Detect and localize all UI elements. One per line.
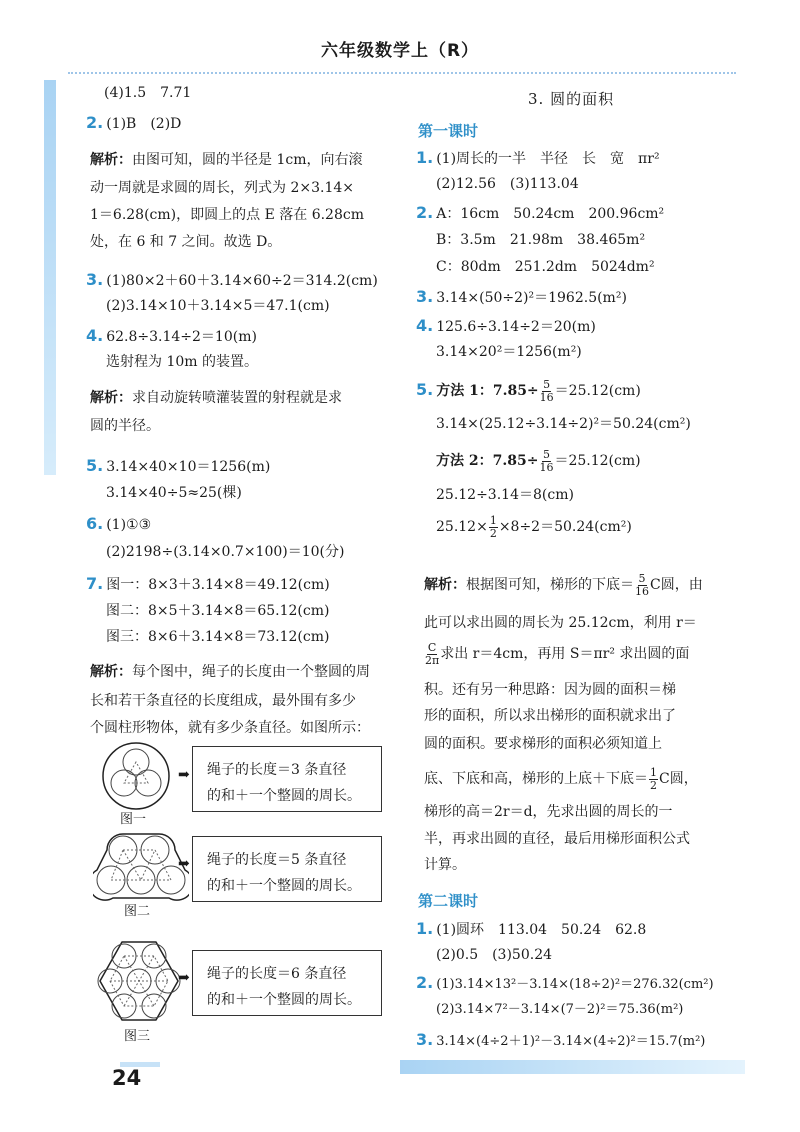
box-line: 绳子的长度＝5 条直径 — [207, 852, 347, 868]
r-analysis-line-7 — [424, 767, 698, 791]
question-number: 1. — [416, 919, 434, 938]
question-number: 2. — [416, 203, 434, 222]
analysis-1-line-2: 动一周就是求圆的周长，列式为 2×3.14× — [90, 180, 354, 196]
numerator: 5 — [638, 572, 646, 585]
arrow-icon: ➡ — [178, 767, 190, 783]
section-title: 3. 圆的面积 — [528, 90, 615, 108]
analysis-text: 由图可知，圆的半径是 1cm，向右滚 — [132, 152, 363, 168]
figure-2-caption: 图二 — [124, 904, 151, 919]
figure-1-caption: 图一 — [120, 812, 147, 827]
answer-text: (1)B (2)D — [106, 116, 182, 132]
question-number: 5. — [86, 456, 104, 475]
denominator: 16 — [635, 584, 649, 598]
box-line: 绳子的长度＝6 条直径 — [207, 966, 347, 982]
r-analysis-line-3 — [424, 642, 689, 666]
r-p1-line-1 — [416, 921, 646, 937]
r-p1-line-2: (2)0.5 (3)50.24 — [436, 947, 553, 963]
numerator: 1 — [650, 766, 657, 779]
figure-3-caption: 图三 — [124, 1029, 151, 1044]
answer-text: 125.6÷3.14÷2＝20(m) — [436, 319, 596, 335]
analysis-text: 求自动旋转喷灌装置的射程就是求 — [132, 390, 342, 406]
fraction — [649, 767, 658, 791]
numerator: 1 — [489, 514, 497, 527]
denominator: 2 — [489, 526, 497, 540]
analysis-3-line-1 — [90, 665, 370, 679]
question-7-line-2: 图二：8×5＋3.14×8＝65.12(cm) — [106, 603, 330, 619]
box-line: 绳子的长度＝3 条直径 — [207, 762, 347, 778]
figure-2-explanation-box — [192, 836, 382, 902]
question-number: 5. — [416, 380, 434, 400]
box-line: 的和＋一个整圆的周长。 — [207, 992, 361, 1008]
answer-text: 3.14×40×10＝1256(m) — [106, 459, 271, 475]
question-number: 2. — [86, 113, 104, 132]
figure-3-circles — [96, 938, 182, 1024]
question-number: 1. — [416, 148, 434, 167]
page-header: 六年级数学上（R） — [320, 41, 480, 61]
page-number: 24 — [112, 1066, 142, 1090]
r-question-5-line-1 — [416, 379, 641, 403]
question-number: 3. — [416, 1030, 434, 1049]
r-question-5-line-3 — [436, 449, 641, 473]
question-number: 6. — [86, 514, 104, 533]
question-number: 2. — [416, 973, 434, 992]
numerator: 5 — [542, 448, 550, 461]
question-4-line-1 — [86, 328, 257, 344]
r-analysis-line-4: 积。还有另一种思路：因为圆的面积＝梯 — [424, 682, 676, 698]
r-question-4-line-2: 3.14×20²＝1256(m²) — [436, 344, 582, 360]
denominator: 16 — [539, 390, 554, 404]
r-question-5-line-2: 3.14×(25.12÷3.14÷2)²＝50.24(cm²) — [436, 416, 691, 432]
r-analysis-line-2: 此可以求出圆的周长为 25.12cm，利用 r＝ — [424, 615, 697, 631]
r-analysis-line-6: 圆的面积。要求梯形的面积必须知道上 — [424, 736, 662, 752]
r-analysis-line-10: 计算。 — [424, 857, 466, 873]
r-question-4-line-1 — [416, 318, 596, 334]
header-divider — [68, 72, 736, 74]
analysis-3-line-2: 长和若干条直径的长度组成，最外围有多少 — [90, 693, 356, 709]
r-p2-line-1 — [416, 975, 714, 991]
analysis-text: C圆， — [659, 771, 698, 788]
r-question-2-line-2: B：3.5m 21.98m 38.465m² — [436, 232, 646, 248]
question-3-line-1 — [86, 272, 378, 288]
answer-text: ＝25.12(cm) — [554, 453, 641, 470]
analysis-text: 根据图可知，梯形的下底＝ — [466, 577, 634, 594]
question-number: 3. — [86, 270, 104, 289]
r-analysis-line-1 — [424, 573, 703, 597]
r-p3-line-1 — [416, 1032, 705, 1048]
bottom-decorative-bar — [400, 1060, 745, 1074]
question-6-line-2: (2)2198÷(3.14×0.7×100)＝10(分) — [106, 544, 345, 560]
answer-text: (1)圆环 113.04 50.24 62.8 — [436, 922, 647, 938]
answer-text: 图一：8×3＋3.14×8＝49.12(cm) — [106, 577, 330, 593]
analysis-1-line-1 — [90, 153, 362, 167]
answer-text: ×8÷2＝50.24(cm²) — [498, 519, 632, 536]
question-number: 4. — [86, 326, 104, 345]
denominator: 16 — [539, 460, 554, 474]
analysis-label: 解析： — [90, 152, 132, 168]
question-number: 7. — [86, 574, 104, 593]
r-question-1-line-1 — [416, 150, 660, 166]
fraction — [635, 573, 649, 597]
r-analysis-line-8: 梯形的高＝2r＝d，先求出圆的周长的一 — [424, 804, 673, 820]
numerator: C — [427, 641, 437, 654]
question-4-line-2: 选射程为 10m 的装置。 — [106, 354, 258, 370]
r-question-2-line-3: C：80dm 251.2dm 5024dm² — [436, 259, 655, 275]
method-text: 方法 1：7.85÷ — [436, 383, 539, 400]
fraction — [540, 379, 554, 403]
analysis-label: 解析： — [90, 390, 132, 406]
box-line: 的和＋一个整圆的周长。 — [207, 878, 361, 894]
lesson-1-heading: 第一课时 — [418, 122, 479, 140]
analysis-label: 解析： — [424, 577, 466, 594]
r-question-5-line-4: 25.12÷3.14＝8(cm) — [436, 487, 574, 503]
arrow-icon: ➡ — [178, 970, 190, 986]
box-line: 的和＋一个整圆的周长。 — [207, 788, 361, 804]
fraction — [489, 515, 498, 539]
left-decorative-bar — [44, 80, 56, 475]
r-analysis-line-5: 形的面积，所以求出梯形的面积就求出了 — [424, 708, 676, 724]
answer-text: 3.14×(50÷2)²＝1962.5(m²) — [436, 290, 627, 306]
question-number: 3. — [416, 287, 434, 306]
lesson-2-heading: 第二课时 — [418, 892, 479, 910]
fraction — [425, 642, 439, 666]
figure-2-circles — [93, 830, 189, 902]
r-question-2-line-1 — [416, 205, 664, 221]
question-3-line-2: (2)3.14×10＋3.14×5＝47.1(cm) — [106, 298, 330, 314]
question-2 — [86, 115, 181, 131]
answer-text: A：16cm 50.24cm 200.96cm² — [436, 206, 665, 222]
analysis-text: 求出 r＝4cm，再用 S＝πr² 求出圆的面 — [440, 646, 690, 663]
analysis-2-line-1 — [90, 391, 342, 405]
analysis-text: C圆，由 — [650, 577, 703, 594]
fraction — [539, 449, 553, 473]
question-5-line-1 — [86, 458, 270, 474]
answer-text: (1)周长的一半 半径 长 宽 πr² — [436, 151, 660, 167]
analysis-1-line-3: 1＝6.28(cm)，即圆上的点 E 落在 6.28cm — [90, 207, 364, 223]
denominator: 2 — [650, 778, 657, 792]
numerator: 5 — [543, 378, 551, 391]
figure-1-circles — [98, 742, 174, 812]
analysis-text: 每个图中，绳子的长度由一个整圆的周 — [132, 664, 370, 680]
analysis-2-line-2: 圆的半径。 — [90, 418, 160, 434]
answer-text: 25.12× — [436, 519, 488, 536]
answer-text: (1)80×2＋60＋3.14×60÷2＝314.2(cm) — [106, 273, 378, 289]
answer-text: 62.8÷3.14÷2＝10(m) — [106, 329, 257, 345]
answer-text: (1)①③ — [106, 517, 152, 533]
question-7-line-3: 图三：8×6＋3.14×8＝73.12(cm) — [106, 629, 330, 645]
figure-1-explanation-box — [192, 746, 382, 812]
r-question-3 — [416, 289, 627, 305]
question-7-line-1 — [86, 576, 330, 592]
method-text: 方法 2：7.85÷ — [436, 453, 539, 470]
r-analysis-line-9: 半，再求出圆的直径，最后用梯形面积公式 — [424, 831, 690, 847]
question-5-line-2: 3.14×40÷5≈25(棵) — [106, 485, 242, 501]
analysis-text: 底、下底和高，梯形的上底＋下底＝ — [424, 771, 648, 788]
answer-text: 3.14×(4÷2＋1)²－3.14×(4÷2)²＝15.7(m²) — [436, 1034, 706, 1049]
answer-text: ＝25.12(cm) — [554, 383, 641, 400]
arrow-icon: ➡ — [178, 856, 190, 872]
analysis-1-line-4: 处，在 6 和 7 之间。故选 D。 — [90, 234, 282, 250]
analysis-label: 解析： — [90, 664, 132, 680]
question-number: 4. — [416, 316, 434, 335]
answer-text: (1)3.14×13²－3.14×(18÷2)²＝276.32(cm²) — [436, 977, 714, 992]
analysis-3-line-3: 个圆柱形物体，就有多少条直径。如图所示： — [90, 720, 370, 736]
denominator: 2π — [425, 653, 440, 667]
r-question-1-line-2: (2)12.56 (3)113.04 — [436, 176, 579, 192]
r-question-5-line-5 — [436, 515, 632, 539]
question-6-line-1 — [86, 516, 151, 532]
answer-line: (4)1.5 7.71 — [104, 85, 192, 101]
figure-3-explanation-box — [192, 950, 382, 1016]
r-p2-line-2: (2)3.14×7²－3.14×(7－2)²＝75.36(m²) — [436, 1002, 684, 1017]
